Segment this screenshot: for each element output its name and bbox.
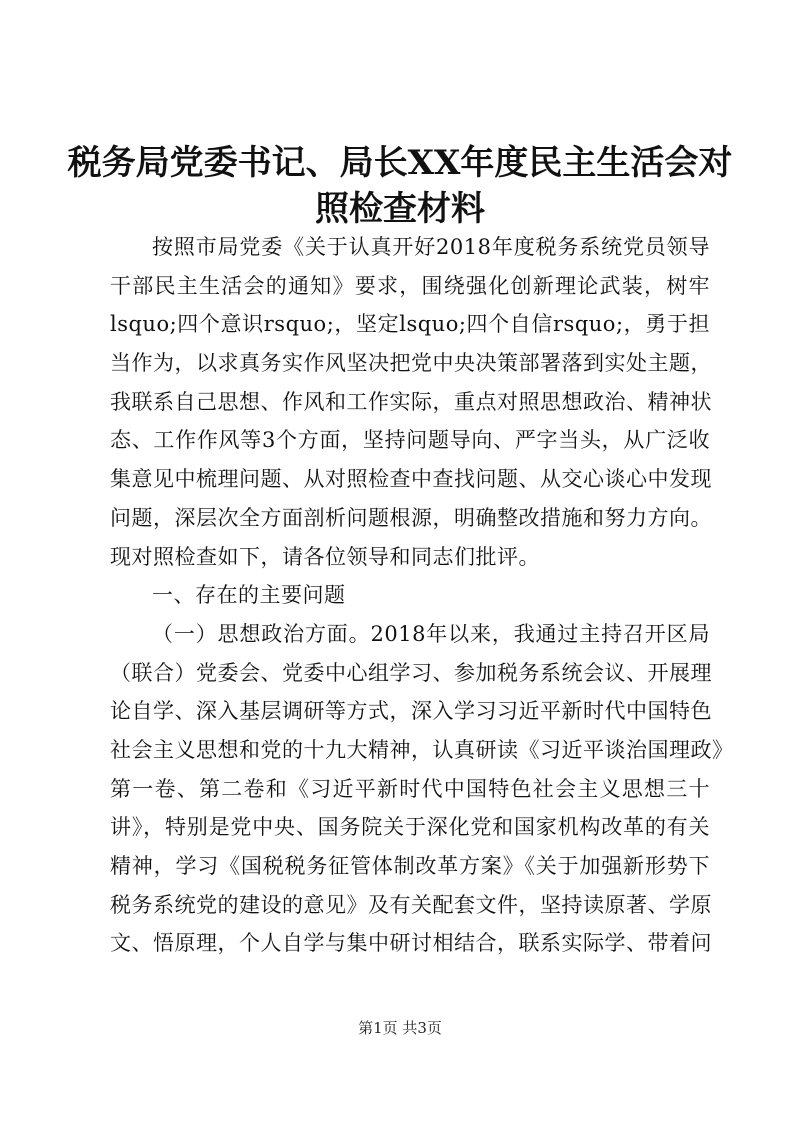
body-line: lsquo;四个意识rsquo;，坚定lsquo;四个自信rsquo;，勇于担 [110, 312, 710, 337]
body-line: 态、工作作风等3个方面，坚持问题导向、严字当头，从广泛收 [110, 428, 710, 453]
page-number-footer: 第1页 共3页 [358, 1019, 442, 1037]
body-line: 按照市局党委《关于认真开好2018年度税务系统党员领导 [152, 235, 710, 259]
body-line: 第一卷、第二卷和《习近平新时代中国特色社会主义思想三十 [110, 776, 710, 801]
document-title-line2: 照检查材料 [315, 189, 485, 229]
body-line: 当作为，以求真务实作风坚决把党中央决策部署落到实处主题， [110, 351, 712, 376]
body-line: 税务系统党的建设的意见》及有关配套文件，坚持读原著、学原 [110, 892, 712, 917]
body-line: 文、悟原理，个人自学与集中研讨相结合，联系实际学、带着问 [110, 931, 712, 956]
body-line: 我联系自己思想、作风和工作实际，重点对照思想政治、精神状 [110, 389, 712, 414]
body-line: 论自学、深入基层调研等方式，深入学习习近平新时代中国特色 [110, 699, 712, 724]
body-line: （一）思想政治方面。2018年以来，我通过主持召开区局 [152, 621, 710, 646]
body-line: 精神，学习《国税税务征管体制改革方案》《关于加强新形势下 [110, 854, 710, 878]
document-body [110, 228, 734, 963]
body-line: 集意见中梳理问题、从对照检查中查找问题、从交心谈心中发现 [110, 467, 712, 492]
body-line: 社会主义思想和党的十九大精神，认真研读《习近平谈治国理政》 [110, 737, 734, 762]
document-title-line1: 税务局党委书记、局长XX年度民主生活会对 [67, 143, 733, 183]
body-line: 问题，深层次全方面剖析问题根源，明确整改措施和努力方向。 [110, 505, 712, 530]
body-line: 讲》，特别是党中央、国务院关于深化党和国家机构改革的有关 [110, 815, 710, 840]
body-line: （联合）党委会、党委中心组学习、参加税务系统会议、开展理 [110, 660, 712, 685]
section-heading: 一、存在的主要问题 [152, 583, 346, 608]
body-line: 现对照检查如下，请各位领导和同志们批评。 [110, 544, 540, 569]
body-line: 干部民主生活会的通知》要求，围绕强化创新理论武装，树牢 [110, 273, 710, 298]
